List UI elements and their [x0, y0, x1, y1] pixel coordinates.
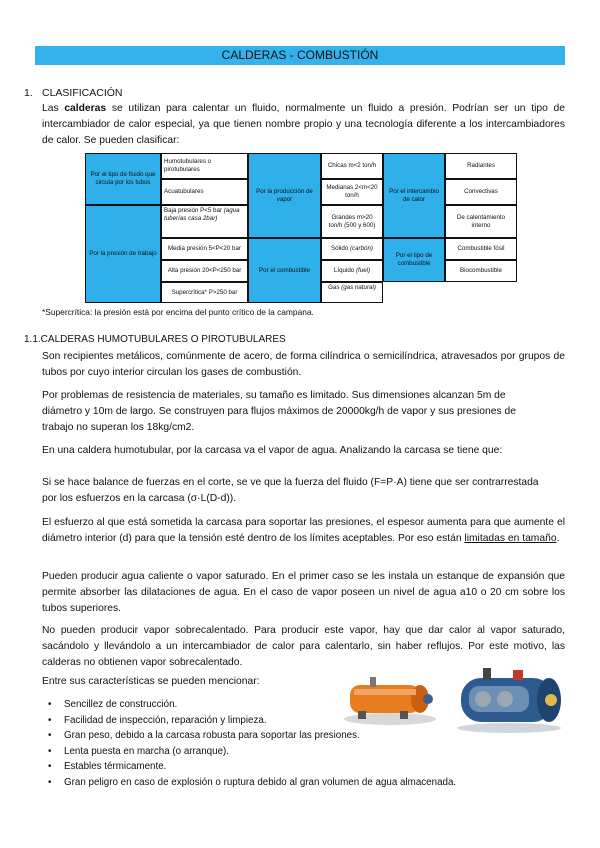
underlined-phrase: limitadas en tamaño: [464, 533, 557, 544]
list-item: • Facilidad de inspección, reparación y limpieza.: [48, 714, 267, 726]
boiler-image-large: [453, 666, 565, 734]
subsection-heading: 1.1.CALDERAS HUMOTUBULARES O PIROTUBULARES: [24, 334, 286, 345]
section-number: 1.: [24, 87, 33, 99]
table-head-production: Por la producción de vapor: [248, 153, 321, 238]
table-footnote: *Supercrítica: la presión está por encima del punto crítico de la campana.: [42, 307, 314, 317]
list-item: • Gran peligro en caso de explosión o ruptura debido al gran volumen de agua almacenada.: [48, 776, 457, 788]
table-cell: Baja presión P<5 bar (agua tuberías casa 2bar): [161, 205, 248, 238]
characteristics-list: [42, 697, 456, 790]
table-head-fluid-type: Por el tipo de fluido que circula por los tubos: [85, 153, 161, 205]
paragraph: En una caldera humotubular, por la carcasa va el vapor de agua. Analizando la carcasa se tiene que:: [42, 445, 503, 456]
table-cell: Líquido (fuel): [321, 260, 383, 282]
table-cell: Sólido (carbón): [321, 238, 383, 260]
intro-bold-term: calderas: [64, 103, 107, 114]
table-cell: Biocombustible: [445, 260, 517, 282]
table-cell: Gas (gas natural): [321, 282, 383, 303]
list-item: • Lenta puesta en marcha (o arranque).: [48, 745, 230, 757]
paragraph: Entre sus características se pueden mencionar:: [42, 676, 260, 687]
table-cell: Combustible fósil: [445, 238, 517, 260]
table-head-heat-exchange: Por el intercambio de calor: [383, 153, 445, 238]
table-cell: Supercrítica* P>250 bar: [161, 282, 248, 303]
table-cell: Media presión 5<P<20 bar: [161, 238, 248, 260]
paragraph: El esfuerzo al que está sometida la carcasa para soportar las presiones, el espesor aumenta para que aumente el diámetro interior (d) para que la tensión esté dentro de los límites aceptables. Por eso están limitadas en tamaño.: [42, 517, 565, 544]
page-title: CALDERAS - COMBUSTIÓN: [35, 46, 565, 65]
table-cell: Humotubulares o pirotubulares: [161, 153, 248, 179]
table-cell: Convectivas: [445, 179, 517, 205]
paragraph: No pueden producir vapor sobrecalentado. Para producir este vapor, hay que dar calor al vapor saturado, sacándolo y llevándolo a un intercambiador de calor para calentarlo, sin haber reflujos. Por este motivo, las calderas no obtienen vapor sobrecalentado.: [42, 625, 565, 668]
list-item: • Estables térmicamente.: [48, 761, 167, 772]
table-head-fuel-type: Por el tipo de combustible: [383, 238, 445, 282]
paragraph: Si se hace balance de fuerzas en el corte, se ve que la fuerza del fluido (F=P·A) tiene que ser contrarrestada por los esfuerzos en la carcasa (σ·L(D-d)).: [42, 477, 539, 504]
table-cell: Alta presión 20<P<250 bar: [161, 260, 248, 282]
table-cell: Medianas 2<m<20 ton/h: [321, 179, 383, 205]
table-head-fuel: Por el combustible: [248, 238, 321, 303]
list-item: • Gran peso, debido a la carcasa robusta para soportar las presiones.: [48, 730, 360, 741]
list-item: • Sencillez de construcción.: [48, 699, 178, 710]
section-heading: CLASIFICACIÓN: [42, 87, 123, 99]
table-cell: Grandes m>20 ton/h (500 y 600): [321, 205, 383, 238]
table-cell: Acuatubulares: [161, 179, 248, 205]
table-cell: Radiantes: [445, 153, 517, 179]
table-cell: De calentamiento interno: [445, 205, 517, 238]
classification-table: [85, 153, 517, 303]
table-cell: Chicas m<2 ton/h: [321, 153, 383, 179]
intro-paragraph: Las calderas se utilizan para calentar un fluido, normalmente un fluido a presión. Podrían ser un tipo de intercambiador de calor especial, ya que tienen nombre propio y una tecnología diferente a los intercambiadores de calor. Se pueden clasificar:: [42, 103, 565, 146]
table-head-pressure: Por la presión de trabajo: [85, 205, 161, 303]
paragraph: Pueden producir agua caliente o vapor saturado. En el primer caso se les instala un estanque de expansión que permite absorber las dilataciones de agua. En el caso de vapor poseen un nivel de agua a10 o 20 cm sobre los tubos superiores.: [42, 571, 565, 614]
paragraph: Son recipientes metálicos, comúnmente de acero, de forma cilíndrica o semicilíndrica, atravesados por grupos de tubos por cuyo interior circulan los gases de combustión.: [42, 351, 565, 378]
paragraph: Por problemas de resistencia de materiales, su tamaño es limitado. Sus dimensiones alcanzan 5m de diámetro y 10m de largo. Se construyen para flujos máximos de 20000kg/h de vapor y sus presiones de trabajo no superan los 18kg/cm2.: [42, 390, 516, 433]
